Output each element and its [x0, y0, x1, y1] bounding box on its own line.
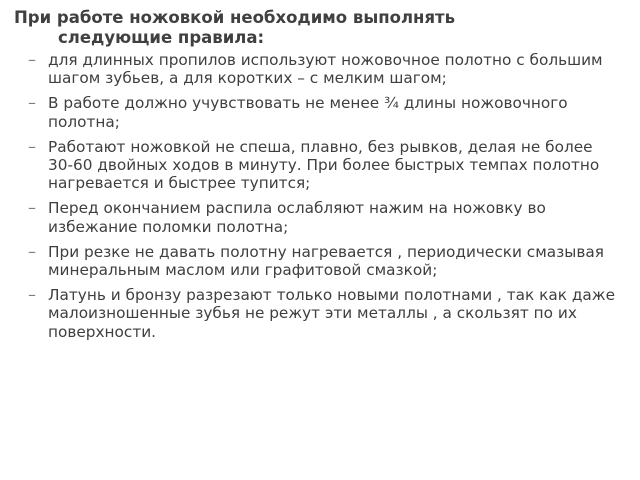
list-item-text: для длинных пропилов используют ножовочное полотно с большим шагом зубьев, а для коротких – с мелким шагом; — [48, 50, 603, 88]
dash-bullet-icon: – — [28, 285, 36, 305]
dash-bullet-icon: – — [28, 93, 36, 113]
list-item — [26, 51, 618, 87]
dash-bullet-icon: – — [28, 136, 36, 156]
list-item — [26, 199, 618, 235]
page-title — [14, 8, 626, 49]
list-item-text: В работе должно учувствовать не менее ¾ длины ножовочного полотна; — [48, 94, 568, 131]
list-item-text: При резке не давать полотну нагревается , периодически смазывая минеральным маслом или графитовой смазкой; — [48, 242, 604, 279]
dash-bullet-icon: – — [28, 49, 36, 69]
list-item — [26, 94, 618, 130]
list-item-text: Работают ножовкой не спеша, плавно, без рывков, делая не более 30-60 двойных ходов в минуту. При более быстрых темпах полотно нагревается и быстрее тупится; — [48, 137, 600, 193]
dash-bullet-icon: – — [28, 198, 36, 218]
dash-bullet-icon: – — [28, 241, 36, 261]
bullet-list — [14, 51, 626, 341]
list-item — [26, 138, 618, 193]
page-title-line-2: следующие правила: — [58, 28, 265, 48]
list-item-text: Перед окончанием распила ослабляют нажим на ножовку во избежание поломки полотна; — [48, 199, 546, 236]
list-item — [26, 286, 618, 341]
page-title-line-1: При работе ножовкой необходимо выполнять — [14, 8, 456, 27]
list-item-text: Латунь и бронзу разрезают только новыми полотнами , так как даже малоизношенные зубья не режут эти металлы , а скользят по их поверхности. — [48, 286, 615, 341]
list-item — [26, 243, 618, 279]
